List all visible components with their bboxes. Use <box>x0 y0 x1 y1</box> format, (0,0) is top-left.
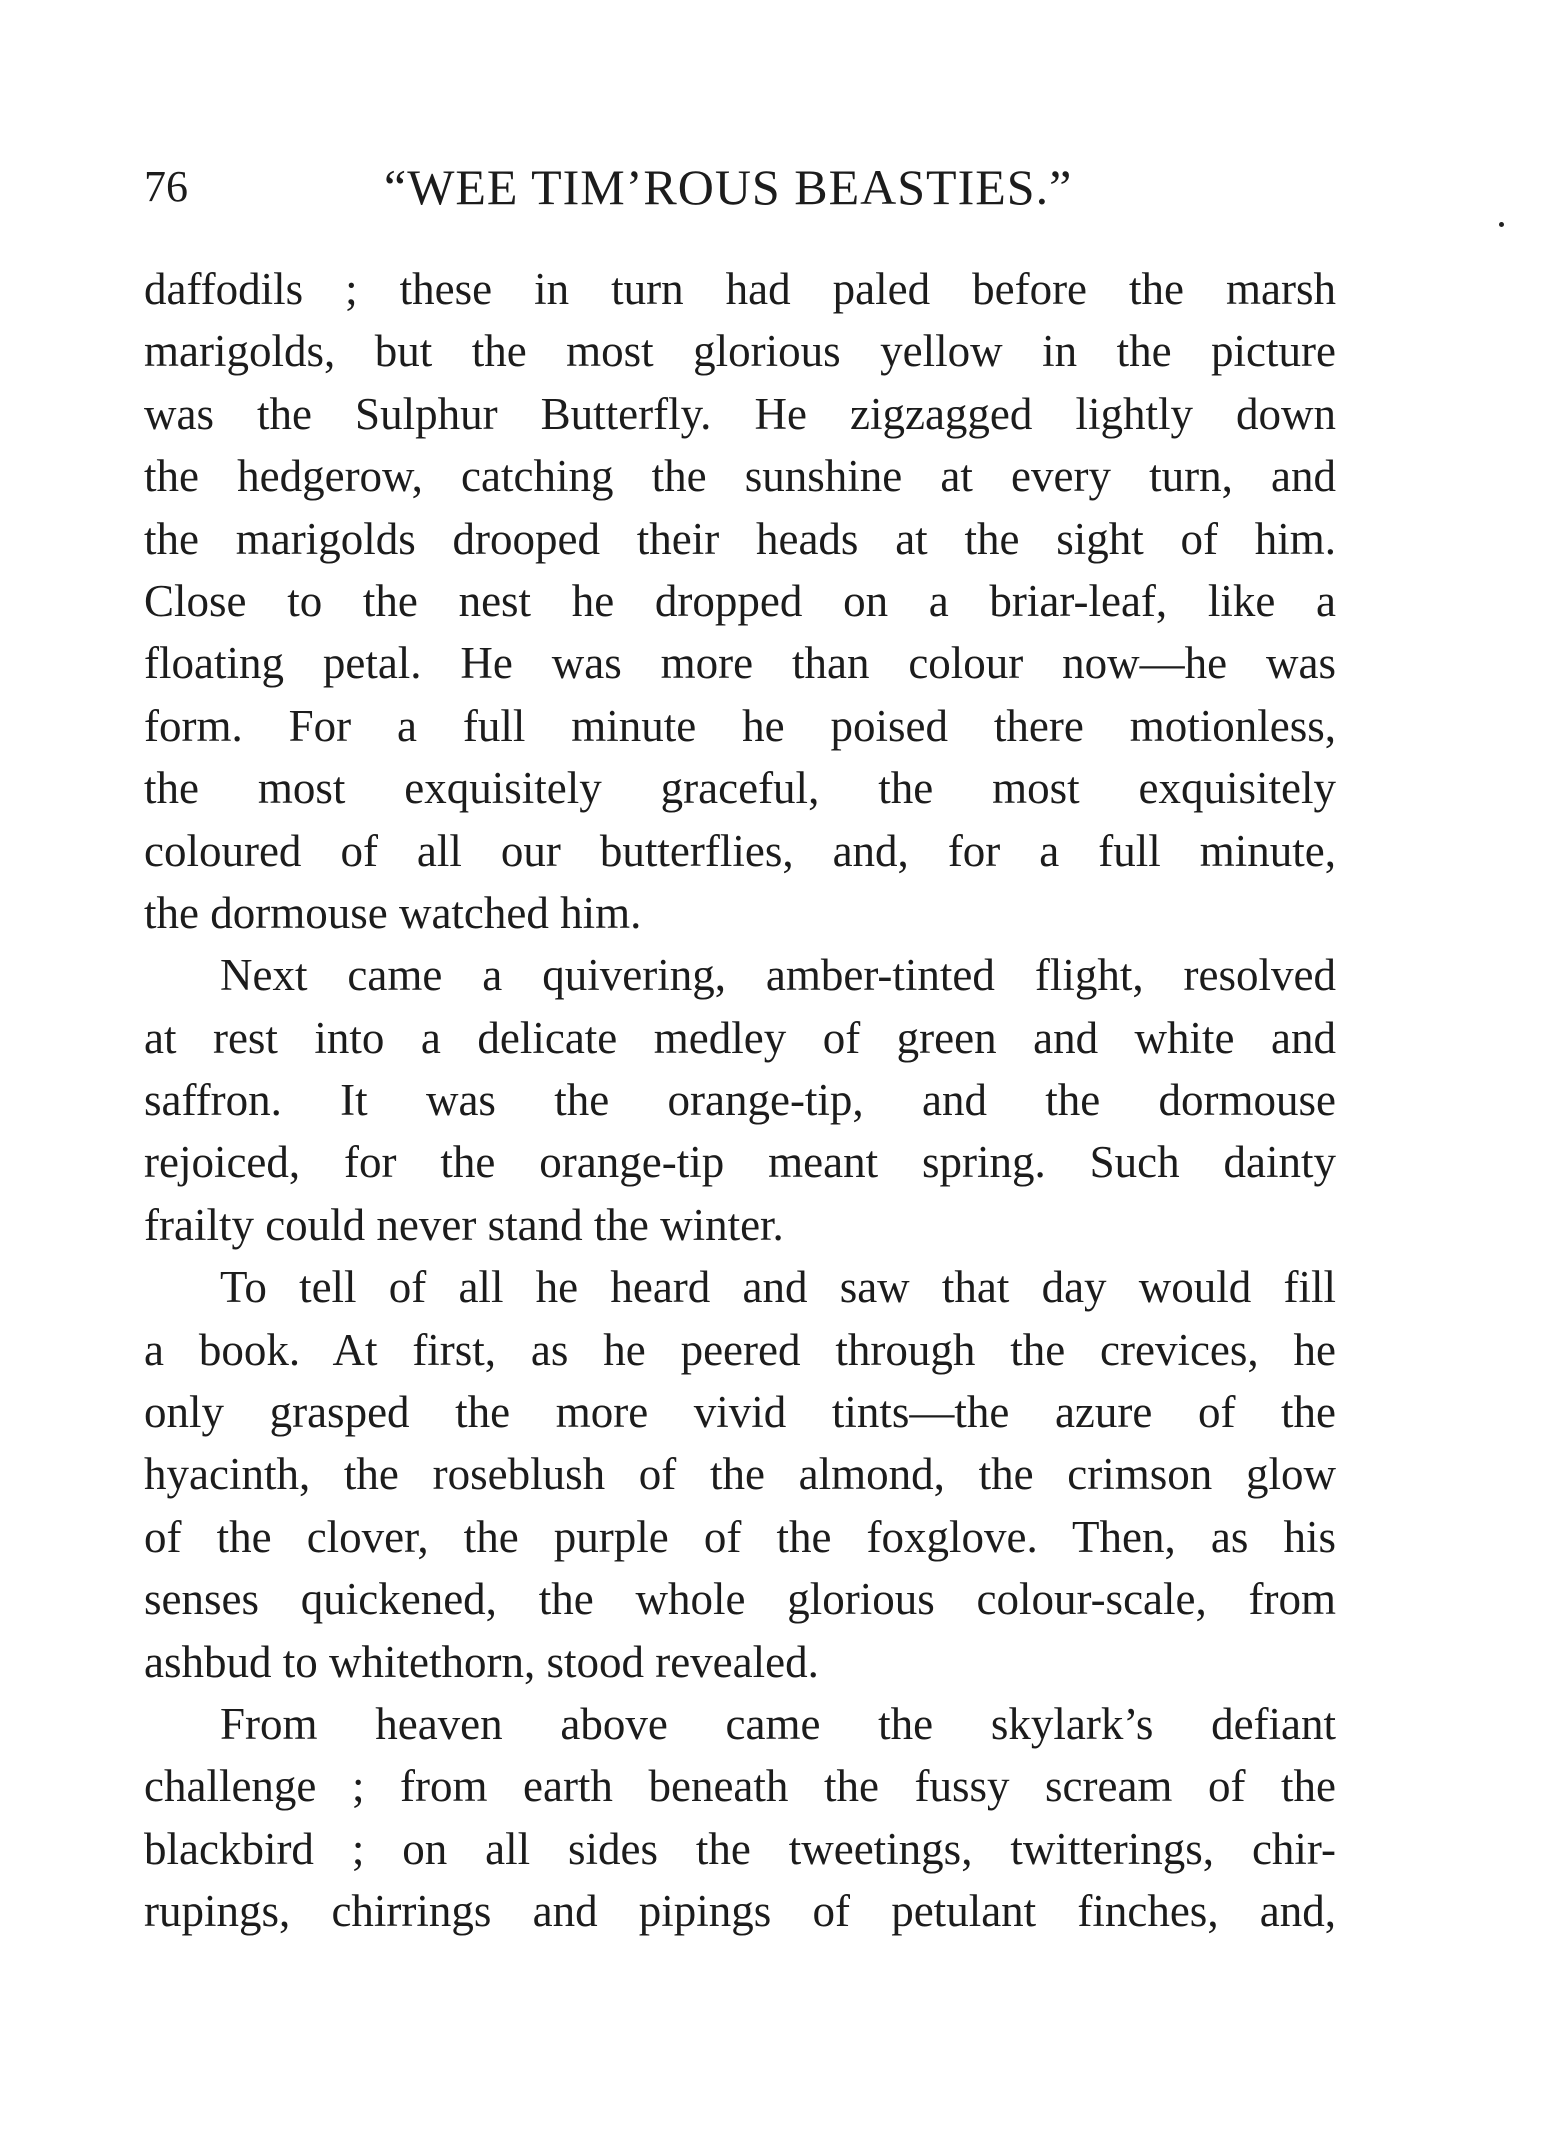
text-line: saffron. It was the orange-tip, and the dormouse <box>144 1075 1336 1126</box>
text-line: of the clover, the purple of the foxglove. Then, as his <box>144 1511 1336 1562</box>
text-line: at rest into a delicate medley of green and white and <box>144 1012 1336 1063</box>
text-line: a book. At first, as he peered through the crevices, he <box>144 1324 1336 1375</box>
text-line: Next came a quivering, amber-tinted flight, resolved <box>220 950 1336 1001</box>
running-title: “WEE TIM’ROUS BEASTIES.” <box>384 159 1073 215</box>
body-text <box>144 258 1336 1943</box>
text-line: floating petal. He was more than colour now—he was <box>144 638 1336 689</box>
text-line: challenge ; from earth beneath the fussy scream of the <box>144 1761 1336 1812</box>
text-line: Close to the nest he dropped on a briar-leaf, like a <box>144 575 1336 626</box>
text-line: the most exquisitely graceful, the most exquisitely <box>144 763 1336 814</box>
text-line: rejoiced, for the orange-tip meant spring. Such dainty <box>144 1137 1336 1188</box>
text-line: ashbud to whitethorn, stood revealed. <box>144 1636 819 1687</box>
paragraph-2 <box>144 944 1336 1256</box>
text-line: form. For a full minute he poised there motionless, <box>144 700 1336 751</box>
text-line: blackbird ; on all sides the tweetings, twitterings, chir- <box>144 1823 1336 1874</box>
text-line: marigolds, but the most glorious yellow in the picture <box>144 326 1336 377</box>
page-number: 76 <box>144 162 188 211</box>
text-line: coloured of all our butterflies, and, for a full minute, <box>144 825 1336 876</box>
text-line: was the Sulphur Butterfly. He zigzagged lightly down <box>144 388 1336 439</box>
paragraph-3 <box>144 1256 1336 1693</box>
text-line: frailty could never stand the winter. <box>144 1199 784 1250</box>
text-line: senses quickened, the whole glorious colour-scale, from <box>144 1574 1336 1625</box>
text-line: the marigolds drooped their heads at the sight of him. <box>144 513 1336 564</box>
text-line: hyacinth, the roseblush of the almond, the crimson glow <box>144 1449 1336 1500</box>
text-line: To tell of all he heard and saw that day would fill <box>220 1262 1336 1313</box>
text-line: rupings, chirrings and pipings of petulant finches, and, <box>144 1886 1336 1937</box>
text-line: the hedgerow, catching the sunshine at every turn, and <box>144 451 1336 502</box>
text-line: daffodils ; these in turn had paled before the marsh <box>144 264 1336 314</box>
paragraph-1 <box>144 258 1336 944</box>
text-line: the dormouse watched him. <box>144 887 642 938</box>
running-head <box>144 152 1154 222</box>
text-line: From heaven above came the skylark’s defiant <box>220 1698 1336 1749</box>
text-line: only grasped the more vivid tints—the azure of the <box>144 1387 1336 1438</box>
paragraph-4 <box>144 1693 1336 1943</box>
ink-speck <box>1499 222 1504 227</box>
